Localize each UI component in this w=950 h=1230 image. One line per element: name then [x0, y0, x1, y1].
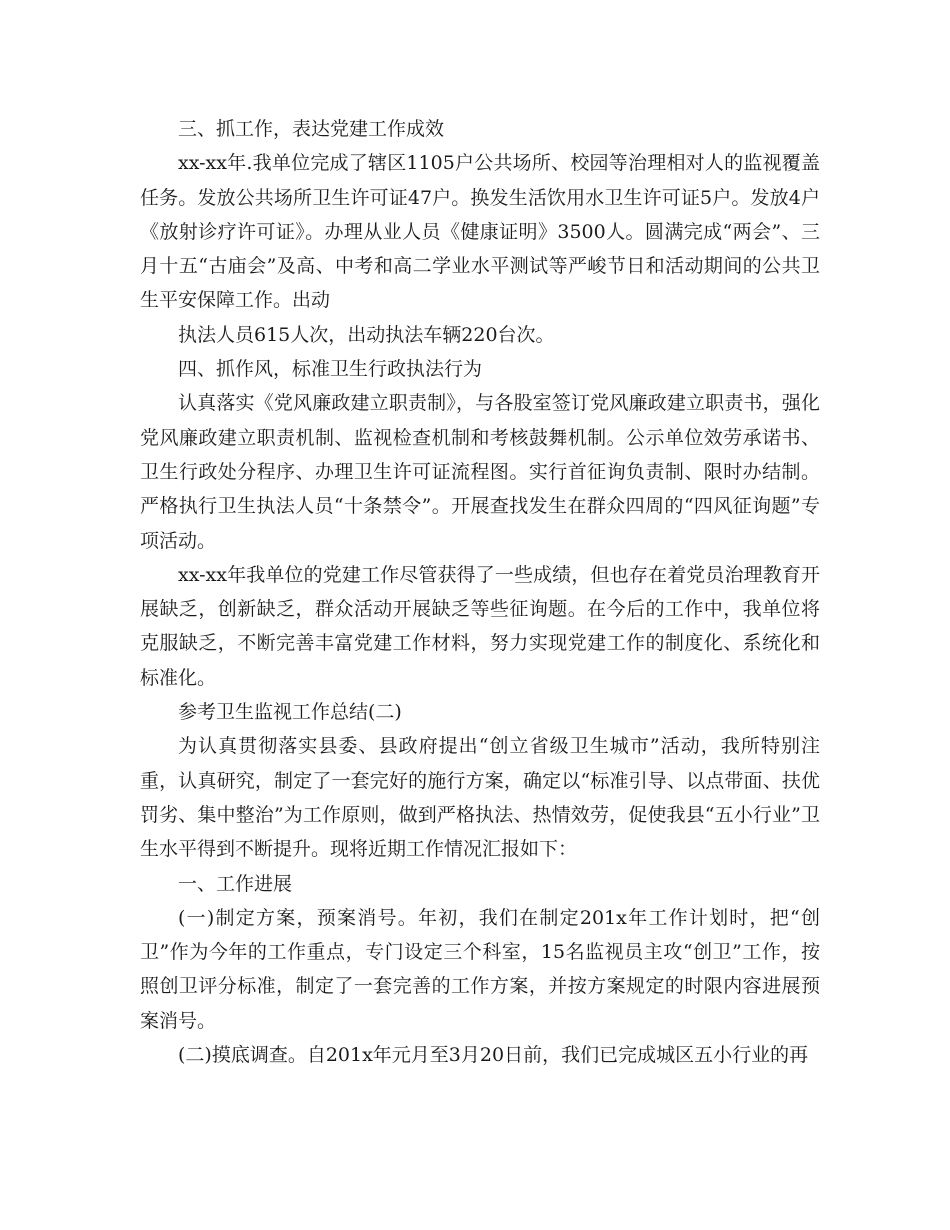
document-body	[140, 112, 820, 1072]
body-paragraph: (一)制定方案，预案消号。年初，我们在制定201x年工作计划时，把“创卫”作为今年的工作重点，专门设定三个科室，15名监视员主攻“创卫”工作，按照创卫评分标准，制定了一套完善的工作方案，并按方案规定的时限内容进展预案消号。	[140, 906, 820, 1032]
document-subtitle: 参考卫生监视工作总结(二)	[178, 701, 402, 724]
body-paragraph: xx-xx年.我单位完成了辖区1105户公共场所、校园等治理相对人的监视覆盖任务。发放公共场所卫生许可证47户。换发生活饮用水卫生许可证5户。发放4户《放射诊疗许可证》。办理从业人员《健康证明》3500人。圆满完成“两会”、三月十五“古庙会”及高、中考和高二学业水平测试等严峻节日和活动期间的公共卫生平安保障工作。出动	[140, 152, 820, 312]
body-paragraph: 为认真贯彻落实县委、县政府提出“创立省级卫生城市”活动，我所特别注重，认真研究，制定了一套完好的施行方案，确定以“标准引导、以点带面、扶优罚劣、集中整治”为工作原则，做到严格执法、热情效劳，促使我县“五小行业”卫生水平得到不断提升。现将近期工作情况汇报如下：	[140, 735, 820, 861]
body-paragraph: 执法人员615人次，出动执法车辆220台次。	[178, 323, 555, 346]
section-heading-1: 一、工作进展	[178, 872, 293, 895]
body-paragraph: 认真落实《党风廉政建立职责制》，与各股室签订党风廉政建立职责书，强化党风廉政建立职责机制、监视检查机制和考核鼓舞机制。公示单位效劳承诺书、卫生行政处分程序、办理卫生许可证流程图。实行首征询负责制、限时办结制。严格执行卫生执法人员“十条禁令”。开展查找发生在群众四周的“四风征询题”专项活动。	[140, 392, 820, 552]
section-heading-3: 三、抓工作，表达党建工作成效	[178, 118, 445, 140]
section-heading-4: 四、抓作风，标准卫生行政执法行为	[178, 358, 483, 381]
body-paragraph: xx-xx年我单位的党建工作尽管获得了一些成绩，但也存在着党员治理教育开展缺乏，创新缺乏，群众活动开展缺乏等些征询题。在今后的工作中，我单位将克服缺乏，不断完善丰富党建工作材料，努力实现党建工作的制度化、系统化和标准化。	[140, 563, 820, 689]
body-paragraph: (二)摸底调查。自201x年元月至3月20日前，我们已完成城区五小行业的再	[178, 1044, 809, 1067]
